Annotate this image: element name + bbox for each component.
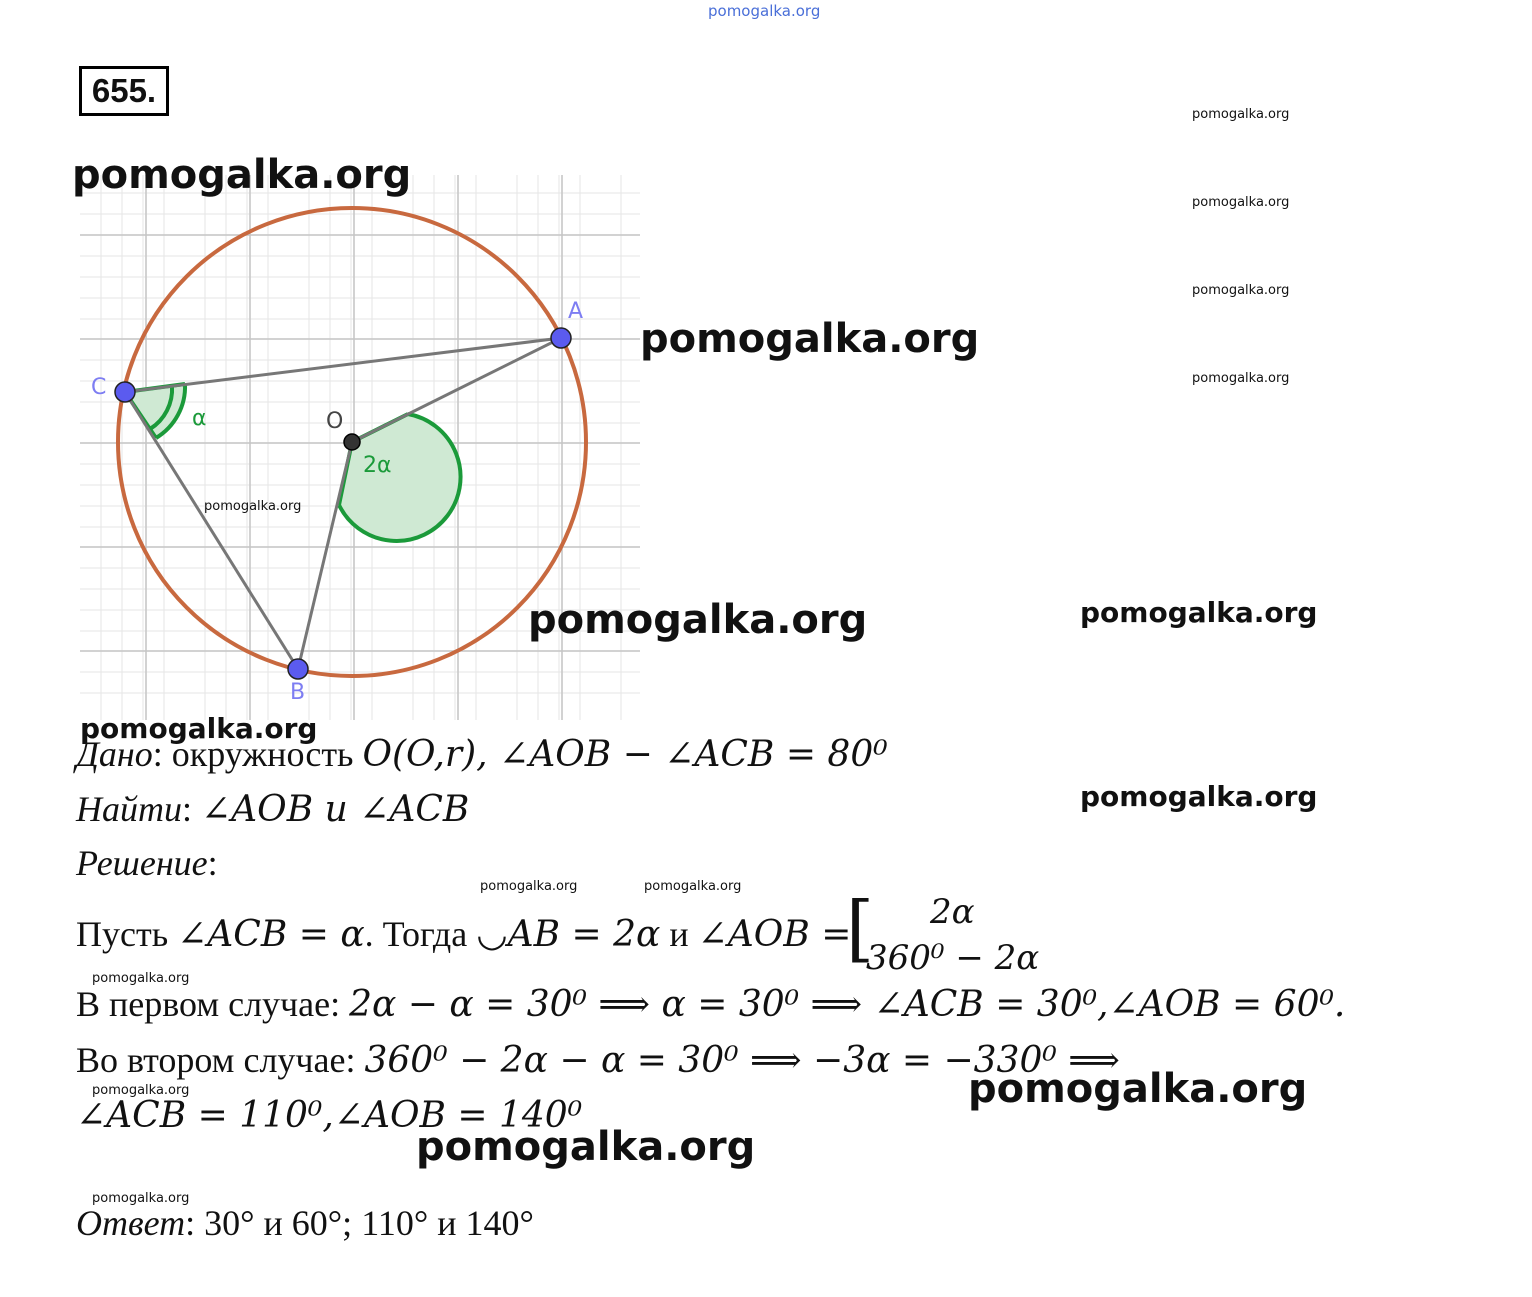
given-math: O(O,r), ∠AOB − ∠ACB = 80⁰ — [362, 734, 888, 775]
given-text: : окружность — [152, 734, 363, 774]
watermark-small: pomogalka.org — [1192, 371, 1290, 386]
case1-text: В первом случае: — [76, 984, 350, 1024]
find-math: ∠AOB и ∠ACB — [201, 789, 470, 830]
case2-line — [76, 1039, 1120, 1081]
case-bottom: 360⁰ − 2α — [866, 938, 1040, 978]
watermark-medium: pomogalka.org — [1080, 596, 1318, 629]
given-label: Дано — [76, 734, 153, 774]
case2-text: Во втором случае: — [76, 1040, 365, 1080]
find-label: Найти — [76, 789, 182, 829]
step1-line — [76, 913, 851, 955]
watermark-big: pomogalka.org — [416, 1124, 756, 1170]
watermark-small: pomogalka.org — [204, 499, 302, 514]
label-o: O — [326, 409, 344, 434]
step1-text-c: и — [660, 914, 698, 954]
step1-text-a: Пусть — [76, 914, 178, 954]
answer-line — [76, 1202, 534, 1244]
case1-line — [76, 983, 1345, 1025]
case2-line2: ∠ACB = 110⁰,∠AOB = 140⁰ — [76, 1095, 583, 1136]
answer-label: Ответ — [76, 1203, 186, 1243]
solution-label: Решение — [76, 843, 208, 883]
watermark-small: pomogalka.org — [1192, 107, 1290, 122]
solution-line — [76, 842, 218, 884]
watermark-big: pomogalka.org — [640, 316, 980, 362]
step1-math-b: ◡AB = 2α — [476, 914, 661, 955]
watermark-small: pomogalka.org — [644, 879, 742, 894]
watermark-small: pomogalka.org — [1192, 283, 1290, 298]
point-o — [344, 434, 360, 450]
solution-text: : — [207, 843, 218, 883]
find-line — [76, 788, 469, 830]
watermark-medium: pomogalka.org — [1080, 780, 1318, 813]
case-top: 2α — [930, 892, 975, 932]
step1-text-b: . Тогда — [364, 914, 477, 954]
watermark-small: pomogalka.org — [1192, 195, 1290, 210]
case-bracket: [ — [846, 886, 875, 970]
watermark-small: pomogalka.org — [92, 1083, 190, 1098]
label-2alpha: 2α — [363, 453, 392, 478]
label-alpha: α — [192, 406, 207, 431]
case2-math: 360⁰ − 2α − α = 30⁰ ⟹ −3α = −330⁰ ⟹ — [364, 1040, 1120, 1081]
point-a — [551, 328, 571, 348]
case1-math: 2α − α = 30⁰ ⟹ α = 30⁰ ⟹ ∠ACB = 30⁰,∠AOB = 60⁰. — [349, 984, 1346, 1025]
step1-math-a: ∠ACB = α — [177, 914, 365, 955]
watermark-top: pomogalka.org — [708, 2, 821, 20]
watermark-big: pomogalka.org — [528, 597, 868, 643]
watermark-medium: pomogalka.org — [80, 712, 318, 745]
step1-math-c: ∠AOB = — [697, 914, 852, 955]
watermark-big: pomogalka.org — [72, 152, 412, 198]
watermark-big: pomogalka.org — [968, 1066, 1308, 1112]
problem-number: 655. — [79, 66, 169, 116]
label-a: A — [568, 299, 584, 324]
given-line — [76, 733, 888, 775]
label-c: C — [91, 375, 107, 400]
watermark-small: pomogalka.org — [480, 879, 578, 894]
point-b — [288, 659, 308, 679]
watermark-small: pomogalka.org — [92, 1191, 190, 1206]
find-text: : — [182, 789, 202, 829]
answer-text: : 30° и 60°; 110° и 140° — [185, 1203, 534, 1243]
point-c — [115, 382, 135, 402]
watermark-small: pomogalka.org — [92, 971, 190, 986]
label-b: B — [290, 680, 306, 705]
